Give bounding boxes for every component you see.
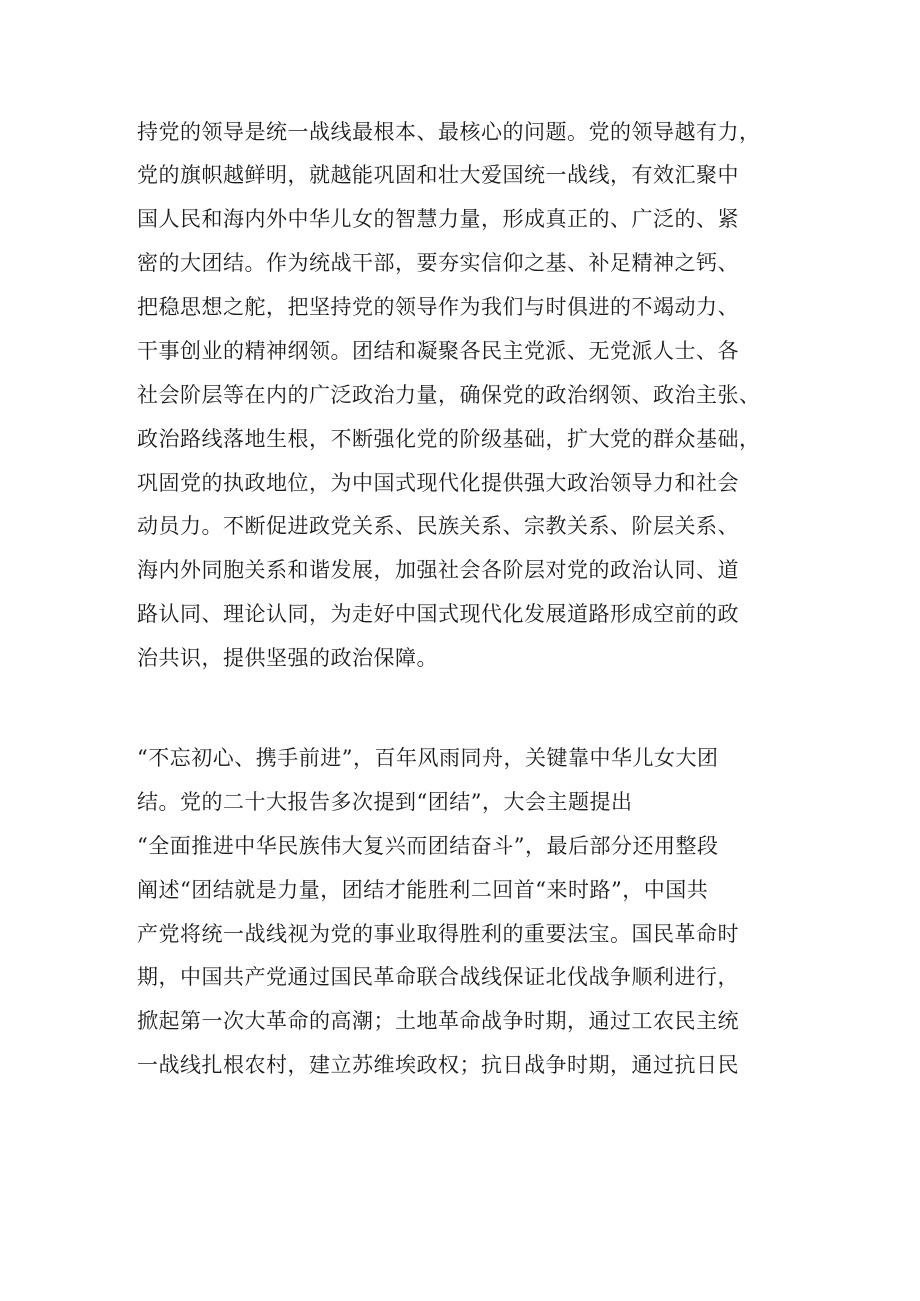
text-line: “全面推进中华民族伟大复兴而团结奋斗”，最后部分还用整段 (137, 834, 719, 858)
text-line: 阐述“团结就是力量，团结才能胜利二回首“来时路”，中国共 (137, 878, 709, 902)
text-line: “不忘初心、携手前进”，百年风雨同舟，关键靠中华儿女大团 (137, 746, 719, 770)
text-line: 持党的领导是统一战线最根本、最核心的问题。党的领导越有力， (137, 120, 761, 144)
text-line: 一战线扎根农村，建立苏维埃政权；抗日战争时期，通过抗日民 (137, 1053, 739, 1077)
text-line: 社会阶层等在内的广泛政治力量，确保党的政治纲领、政治主张、 (137, 383, 761, 407)
text-line: 干事创业的精神纲领。团结和凝聚各民主党派、无党派人士、各 (137, 339, 739, 363)
text-line: 掀起第一次大革命的高潮；土地革命战争时期，通过工农民主统 (137, 1009, 739, 1033)
text-line: 巩固党的执政地位，为中国式现代化提供强大政治领导力和社会 (137, 471, 739, 495)
text-line: 党的旗帜越鲜明，就越能巩固和壮大爱国统一战线，有效汇聚中 (137, 163, 739, 187)
text-line: 产党将统一战线视为党的事业取得胜利的重要法宝。国民革命时 (137, 922, 739, 946)
text-line: 海内外同胞关系和谐发展，加强社会各阶层对党的政治认同、道 (137, 558, 739, 582)
text-line: 把稳思想之舵，把坚持党的领导作为我们与时俱进的不竭动力、 (137, 295, 739, 319)
text-line: 治共识，提供坚强的政治保障。 (137, 646, 438, 670)
text-line: 路认同、理论认同，为走好中国式现代化发展道路形成空前的政 (137, 602, 739, 626)
text-line: 政治路线落地生根，不断强化党的阶级基础，扩大党的群众基础， (137, 427, 761, 451)
text-line: 密的大团结。作为统战干部，要夯实信仰之基、补足精神之钙、 (137, 251, 739, 275)
text-line: 期，中国共产党通过国民革命联合战线保证北伐战争顺利进行， (137, 965, 739, 989)
text-line: 结。党的二十大报告多次提到“团结”，大会主题提出 (137, 790, 633, 814)
text-line: 国人民和海内外中华儿女的智慧力量，形成真正的、广泛的、紧 (137, 207, 739, 231)
text-line: 动员力。不断促进政党关系、民族关系、宗教关系、阶层关系、 (137, 514, 739, 538)
